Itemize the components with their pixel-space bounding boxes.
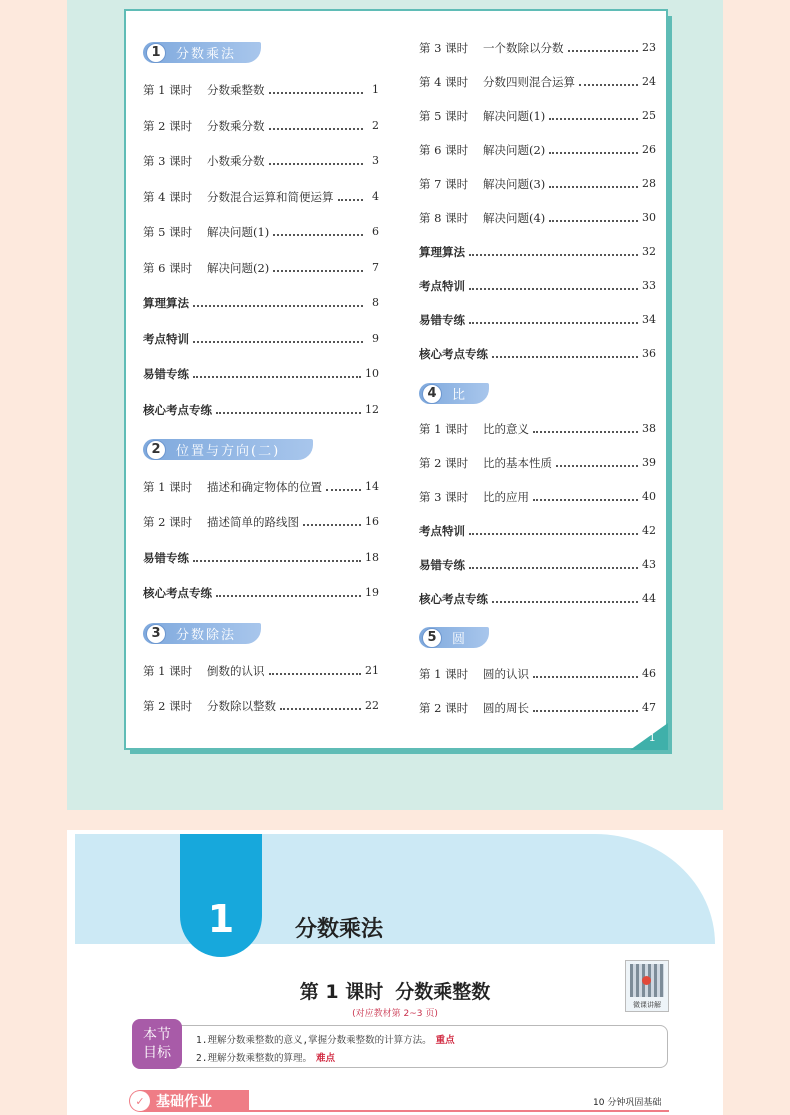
toc-leader (533, 423, 638, 433)
toc-entry-title: 解决问题(2) (483, 143, 546, 157)
toc-entry-title: 比的基本性质 (483, 456, 552, 470)
toc-entry-title: 分数乘分数 (207, 119, 265, 133)
toc-entry[interactable] (419, 244, 656, 260)
toc-page-number: 12 (365, 403, 379, 416)
toc-entry[interactable] (419, 591, 656, 607)
toc-leader (469, 525, 638, 535)
toc-entry[interactable] (419, 489, 656, 505)
toc-entry[interactable] (143, 153, 379, 169)
toc-page-number: 30 (642, 211, 656, 224)
toc-leader (216, 404, 361, 414)
basic-homework-header (129, 1090, 249, 1112)
toc-entry-title: 解决问题(1) (483, 109, 546, 123)
toc-lesson-label: 第 3 课时 (143, 154, 193, 168)
objectives-badge-line: 本节 (143, 1027, 171, 1043)
toc-page-number: 28 (642, 177, 656, 190)
toc-leader (280, 700, 361, 710)
toc-page-number: 4 (372, 190, 379, 203)
toc-leader (303, 516, 361, 526)
toc-entry-title: 小数乘分数 (207, 154, 265, 168)
toc-entry-title: 一个数除以分数 (483, 41, 564, 55)
toc-entry-title: 算理算法 (143, 296, 189, 310)
objective-tag: 难点 (315, 1053, 335, 1064)
toc-leader (568, 42, 639, 52)
toc-page-number: 6 (372, 225, 379, 238)
toc-entry-title: 解决问题(3) (483, 177, 546, 191)
toc-page-number: 9 (372, 332, 379, 345)
toc-lesson-label: 第 2 课时 (143, 119, 193, 133)
toc-page-number: 18 (365, 551, 379, 564)
toc-page-number: 34 (642, 313, 656, 326)
toc-entry-title: 核心考点专练 (143, 403, 212, 417)
toc-leader (549, 212, 638, 222)
toc-leader (338, 191, 364, 201)
lesson-label: 第 1 课时 (299, 981, 384, 1003)
toc-entry-title: 分数除以整数 (207, 699, 276, 713)
chapter-title: 比 (452, 388, 468, 403)
toc-entry[interactable] (143, 698, 379, 714)
toc-entry[interactable] (419, 142, 656, 158)
toc-entry-title: 易错专练 (143, 367, 189, 381)
toc-entry-title: 圆的认识 (483, 667, 529, 681)
toc-lesson-label: 第 2 课时 (143, 699, 193, 713)
chapter-number: 4 (422, 384, 442, 404)
toc-leader (469, 246, 638, 256)
toc-page-number: 39 (642, 456, 656, 469)
objective-text: 1.理解分数乘整数的意义,掌握分数乘整数的计算方法。 (196, 1035, 432, 1046)
toc-entry-title: 分数混合运算和简便运算 (207, 190, 334, 204)
toc-entry[interactable] (143, 295, 379, 311)
toc-page-number: 26 (642, 143, 656, 156)
toc-entry[interactable] (419, 74, 656, 90)
chapter-header-4[interactable] (419, 383, 489, 404)
chapter-header-3[interactable] (143, 623, 261, 644)
toc-entry-title: 倒数的认识 (207, 664, 265, 678)
toc-entry[interactable] (143, 118, 379, 134)
toc-entry[interactable] (143, 514, 379, 530)
toc-leader (269, 120, 364, 130)
toc-entry-title: 分数乘整数 (207, 83, 265, 97)
toc-entry-title: 描述和确定物体的位置 (207, 480, 322, 494)
chapter-tab (180, 834, 262, 957)
objectives-box (137, 1025, 668, 1068)
check-icon: ✓ (130, 1091, 150, 1111)
toc-lesson-label: 第 6 课时 (143, 261, 193, 275)
toc-entry[interactable] (143, 260, 379, 276)
chapter-number: 3 (146, 624, 166, 644)
toc-entry-title: 考点特训 (419, 279, 465, 293)
toc-entry-title: 算理算法 (419, 245, 465, 259)
toc-entry[interactable] (419, 421, 656, 437)
toc-page-number: 10 (365, 367, 379, 380)
toc-entry[interactable] (143, 331, 379, 347)
toc-lesson-label: 第 3 课时 (419, 41, 469, 55)
toc-page-number: 23 (642, 41, 656, 54)
qr-label: 微课讲解 (633, 1001, 661, 1009)
toc-lesson-label: 第 3 课时 (419, 490, 469, 504)
toc-leader (273, 262, 363, 272)
toc-lesson-label: 第 1 课时 (143, 664, 193, 678)
toc-entry[interactable] (419, 108, 656, 124)
toc-entry[interactable] (143, 663, 379, 679)
toc-entry-title: 描述简单的路线图 (207, 515, 299, 529)
toc-entry[interactable] (143, 550, 379, 566)
toc-lesson-label: 第 7 课时 (419, 177, 469, 191)
chapter-title: 分数乘法 (176, 47, 237, 62)
toc-page-number: 44 (642, 592, 656, 605)
toc-leader (469, 559, 638, 569)
toc-page-number: 32 (642, 245, 656, 258)
toc-entry-title: 解决问题(2) (207, 261, 270, 275)
toc-entry[interactable] (143, 82, 379, 98)
toc-entry[interactable] (419, 210, 656, 226)
toc-entry-title: 核心考点专练 (143, 586, 212, 600)
toc-leader (556, 457, 638, 467)
toc-lesson-label: 第 2 课时 (143, 515, 193, 529)
objective-text: 2.理解分数乘整数的算理。 (196, 1053, 312, 1064)
chapter-number: 1 (146, 43, 166, 63)
toc-entry[interactable] (143, 189, 379, 205)
toc-leader (269, 155, 364, 165)
toc-lesson-label: 第 6 课时 (419, 143, 469, 157)
qr-code-video[interactable] (625, 960, 669, 1012)
toc-entry-title: 解决问题(1) (207, 225, 270, 239)
toc-lesson-label: 第 4 课时 (419, 75, 469, 89)
toc-entry-title: 解决问题(4) (483, 211, 546, 225)
toc-lesson-label: 第 1 课时 (143, 480, 193, 494)
toc-leader (533, 702, 638, 712)
toc-lesson-label: 第 5 课时 (143, 225, 193, 239)
toc-lesson-label: 第 1 课时 (419, 422, 469, 436)
toc-entry[interactable] (143, 224, 379, 240)
objective-item (196, 1032, 455, 1046)
chapter-heading: 分数乘法 (295, 917, 384, 942)
textbook-reference: (对应教材第 2~3 页) (352, 1009, 438, 1019)
toc-entry[interactable] (419, 312, 656, 328)
toc-page-number: 14 (365, 480, 379, 493)
toc-entry-title: 易错专练 (419, 558, 465, 572)
toc-leader (492, 593, 638, 603)
toc-entry-title: 易错专练 (143, 551, 189, 565)
chapter-header-2[interactable] (143, 439, 313, 460)
toc-entry[interactable] (419, 40, 656, 56)
toc-entry[interactable] (419, 278, 656, 294)
chapter-number: 5 (422, 628, 442, 648)
toc-entry[interactable] (419, 346, 656, 362)
objective-tag: 重点 (435, 1035, 455, 1046)
toc-leader (549, 144, 638, 154)
chapter-number: 1 (207, 897, 235, 941)
toc-entry-title: 比的应用 (483, 490, 529, 504)
toc-leader (273, 226, 363, 236)
worksheet-panel (67, 830, 723, 1115)
toc-leader (579, 76, 638, 86)
toc-entry[interactable] (143, 402, 379, 418)
toc-entry[interactable] (419, 700, 656, 716)
toc-page-number: 25 (642, 109, 656, 122)
toc-page-number: 3 (372, 154, 379, 167)
toc-page-number: 8 (372, 296, 379, 309)
toc-leader (193, 333, 363, 343)
toc-page-number: 2 (372, 119, 379, 132)
basic-homework-note: 10 分钟巩固基础 (593, 1098, 662, 1108)
toc-page-number: 19 (365, 586, 379, 599)
toc-entry[interactable] (143, 366, 379, 382)
toc-entry-title: 核心考点专练 (419, 592, 488, 606)
toc-entry-title: 核心考点专练 (419, 347, 488, 361)
chapter-title: 分数除法 (176, 628, 237, 643)
toc-entry[interactable] (419, 666, 656, 682)
toc-page-number: 43 (642, 558, 656, 571)
toc-entry-title: 分数四则混合运算 (483, 75, 575, 89)
toc-leader (492, 348, 638, 358)
toc-lesson-label: 第 5 课时 (419, 109, 469, 123)
toc-leader (269, 665, 362, 675)
toc-entry[interactable] (143, 585, 379, 601)
objectives-badge-line: 目标 (143, 1045, 171, 1061)
toc-entry-title: 圆的周长 (483, 701, 529, 715)
toc-leader (269, 84, 364, 94)
toc-page-number: 1 (372, 83, 379, 96)
objectives-badge (132, 1019, 182, 1069)
page-number: 1 (649, 733, 656, 744)
toc-page-number: 47 (642, 701, 656, 714)
toc-entry-title: 考点特训 (419, 524, 465, 538)
toc-leader (549, 178, 638, 188)
toc-page-number: 46 (642, 667, 656, 680)
toc-page-number: 36 (642, 347, 656, 360)
toc-entry[interactable] (143, 479, 379, 495)
section-divider (249, 1110, 669, 1112)
toc-leader (216, 587, 361, 597)
toc-leader (533, 668, 638, 678)
toc-page-number: 21 (365, 664, 379, 677)
chapter-title: 位置与方向(二) (176, 444, 281, 459)
toc-leader (193, 368, 361, 378)
toc-page-number: 33 (642, 279, 656, 292)
toc-page-number: 42 (642, 524, 656, 537)
toc-leader (549, 110, 638, 120)
chapter-header-1[interactable] (143, 42, 261, 63)
toc-page-number: 40 (642, 490, 656, 503)
toc-entry[interactable] (419, 455, 656, 471)
chapter-title: 圆 (452, 632, 468, 647)
toc-entry[interactable] (419, 176, 656, 192)
toc-leader (469, 280, 638, 290)
toc-entry[interactable] (419, 557, 656, 573)
objective-item (196, 1050, 335, 1064)
toc-entry-title: 考点特训 (143, 332, 189, 346)
toc-page-number: 16 (365, 515, 379, 528)
chapter-number: 2 (146, 440, 166, 460)
chapter-header-5[interactable] (419, 627, 489, 648)
toc-lesson-label: 第 1 课时 (143, 83, 193, 97)
toc-page-number: 7 (372, 261, 379, 274)
toc-lesson-label: 第 2 课时 (419, 456, 469, 470)
toc-entry-title: 比的意义 (483, 422, 529, 436)
toc-leader (193, 552, 361, 562)
toc-entry-title: 易错专练 (419, 313, 465, 327)
toc-leader (469, 314, 638, 324)
toc-page-number: 22 (365, 699, 379, 712)
toc-leader (326, 481, 361, 491)
toc-lesson-label: 第 2 课时 (419, 701, 469, 715)
toc-lesson-label: 第 4 课时 (143, 190, 193, 204)
toc-page-number: 24 (642, 75, 656, 88)
basic-homework-title: 基础作业 (156, 1094, 212, 1110)
qr-logo-icon (642, 976, 651, 985)
toc-leader (533, 491, 638, 501)
toc-lesson-label: 第 8 课时 (419, 211, 469, 225)
toc-lesson-label: 第 1 课时 (419, 667, 469, 681)
lesson-title: 分数乘整数 (395, 981, 491, 1003)
header-band (75, 834, 715, 944)
toc-leader (193, 297, 363, 307)
toc-page-number: 38 (642, 422, 656, 435)
toc-entry[interactable] (419, 523, 656, 539)
